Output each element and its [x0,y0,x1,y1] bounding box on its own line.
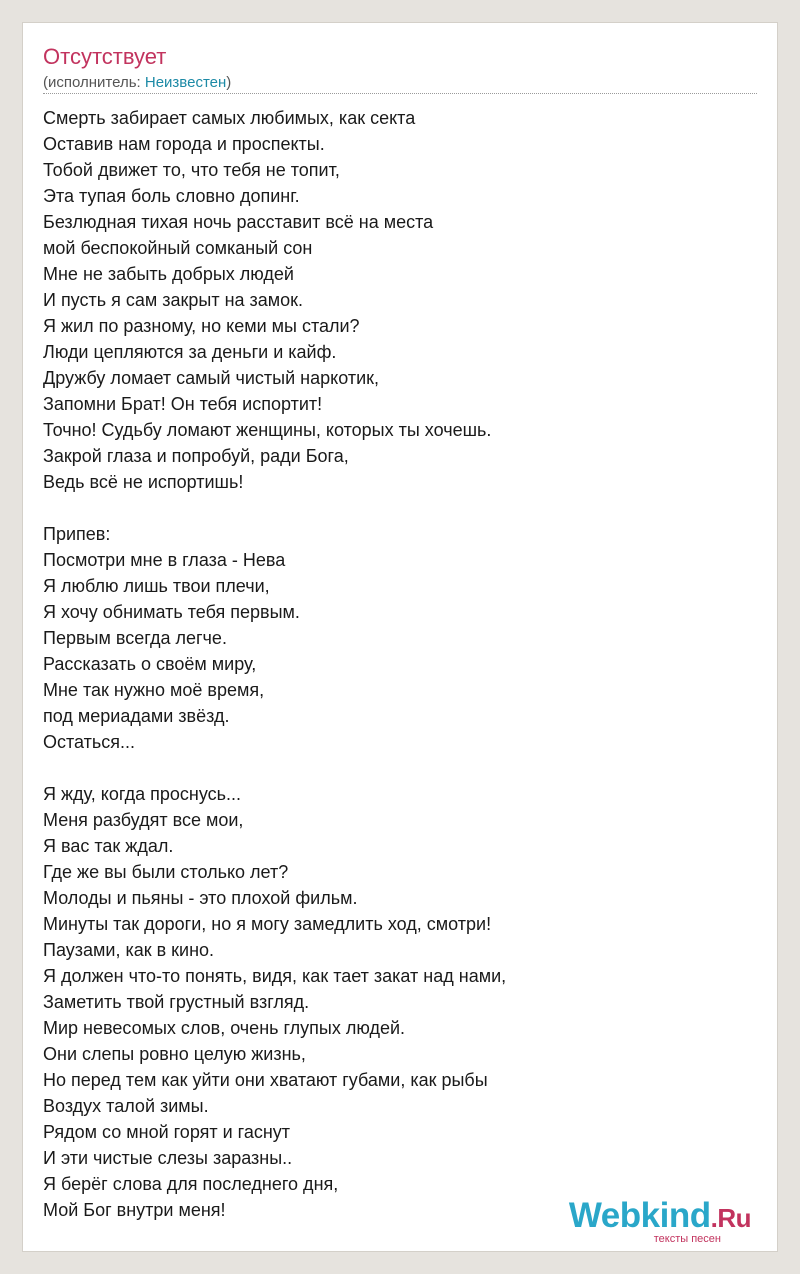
lyric-line: Рассказать о своём миру, [43,654,257,674]
lyric-line: Рядом со мной горят и гаснут [43,1122,291,1142]
performer-prefix: (исполнитель: [43,74,145,91]
lyric-line: Запомни Брат! Он тебя испортит! [43,394,323,414]
title-divider [43,93,757,94]
logo-main-text: Webkind [568,1196,711,1235]
lyric-line: Ведь всё не испортишь! [43,472,244,492]
lyrics-card [22,22,778,1252]
lyric-line: Эта тупая боль словно допинг. [43,186,300,206]
lyric-line: Паузами, как в кино. [43,940,215,960]
lyric-line: Где же вы были столько лет? [43,862,289,882]
lyric-line: Мой Бог внутри меня! [43,1200,226,1220]
lyric-line: Мир невесомых слов, очень глупых людей. [43,1018,406,1038]
lyric-line: Я вас так ждал. [43,836,174,856]
logo-suffix: .Ru [710,1203,751,1233]
performer-link[interactable]: Неизвестен [144,74,227,91]
lyric-line: Мне так нужно моё время, [43,680,265,700]
lyric-line: Закрой глаза и попробуй, ради Бога, [43,446,349,466]
lyric-line: Остаться... [43,732,136,752]
lyric-line: Минуты так дороги, но я могу замедлить ход, смотри! [43,914,492,934]
lyric-line: Посмотри мне в глаза - Нева [43,550,286,570]
lyric-line: Припев: [43,524,111,544]
lyric-line: Я жил по разному, но кеми мы стали? [43,316,360,336]
lyric-line: Оставив нам города и проспекты. [43,134,325,154]
lyric-line: Они слепы ровно целую жизнь, [43,1044,306,1064]
lyric-line: Первым всегда легче. [43,628,227,648]
lyric-line: Точно! Судьбу ломают женщины, которых ты хочешь. [43,420,492,440]
lyric-line: Я жду, когда проснусь... [43,784,241,804]
lyric-line: Я должен что-то понять, видя, как тает закат над нами, [43,966,507,986]
lyric-line: Я люблю лишь твои плечи, [43,576,270,596]
lyric-line: под мериадами звёзд. [43,706,230,726]
lyric-line: Я берёг слова для последнего дня, [43,1174,339,1194]
lyric-line: Молоды и пьяны - это плохой фильм. [43,888,358,908]
lyric-line: И пусть я сам закрыт на замок. [43,290,304,310]
lyric-line: Я хочу обнимать тебя первым. [43,602,300,622]
site-logo[interactable] [569,1197,751,1245]
lyric-line: Заметить твой грустный взгляд. [43,992,310,1012]
stanza-break [43,495,757,521]
lyric-line: Тобой движет то, что тебя не топит, [43,160,340,180]
lyric-line: Дружбу ломает самый чистый наркотик, [43,368,379,388]
lyric-line: И эти чистые слезы заразны.. [43,1148,293,1168]
logo-wordmark [569,1197,751,1237]
lyric-line: Меня разбудят все мои, [43,810,244,830]
song-title: Отсутствует [43,44,167,69]
performer-line [43,73,231,93]
lyric-line: Безлюдная тихая ночь расставит всё на места [43,212,434,232]
lyric-line: Люди цепляются за деньги и кайф. [43,342,337,362]
lyric-line: Мне не забыть добрых людей [43,264,294,284]
performer-suffix: ) [226,74,232,91]
stanza-break [43,755,757,781]
lyric-line: Но перед тем как уйти они хватают губами, как рыбы [43,1070,488,1090]
lyric-line: Воздух талой зимы. [43,1096,209,1116]
logo-tagline: тексты песен [653,1233,721,1245]
lyric-line: мой беспокойный сомканый сон [43,238,313,258]
lyric-line: Смерть забирает самых любимых, как секта [43,108,416,128]
lyrics-text [43,105,757,1223]
